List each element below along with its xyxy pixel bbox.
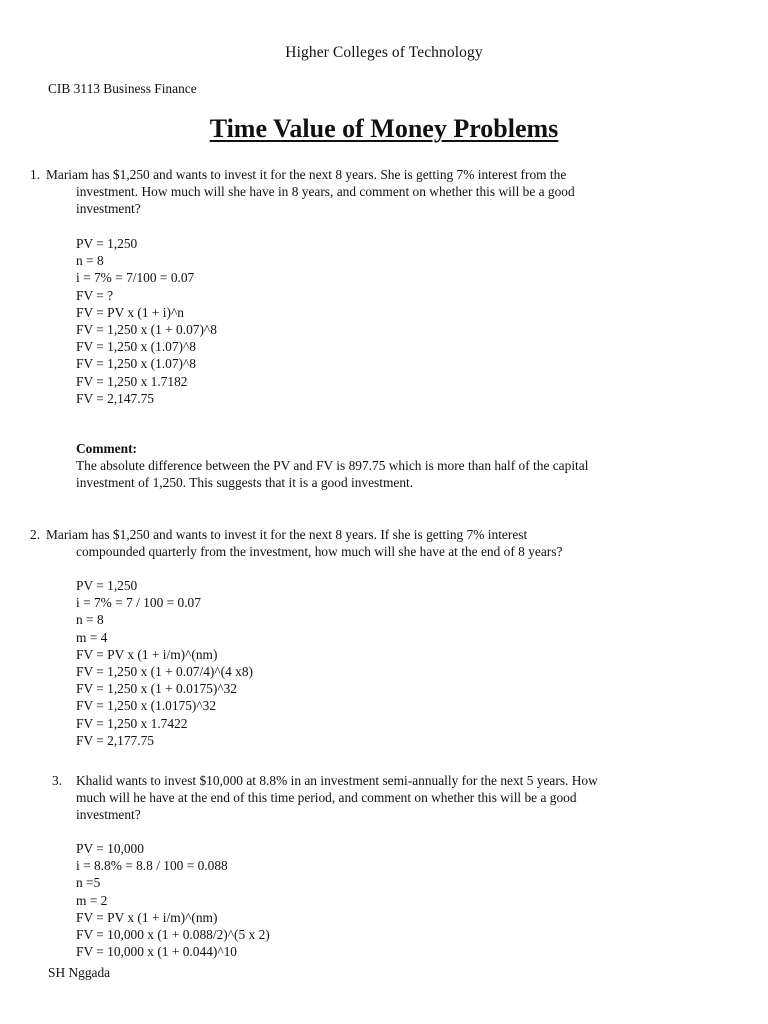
work-line: FV = 1,250 x (1 + 0.07)^8 [76, 322, 217, 338]
solution-work [76, 235, 217, 407]
question-line: Mariam has $1,250 and wants to invest it for the next 8 years. She is getting 7% interest from the [46, 167, 567, 182]
question-line: Mariam has $1,250 and wants to invest it for the next 8 years. If she is getting 7% interest [46, 527, 528, 542]
question-line: Khalid wants to invest $10,000 at 8.8% in an investment semi-annually for the next 5 years. How [76, 773, 598, 788]
work-line: m = 2 [76, 892, 108, 908]
course-code: CIB 3113 Business Finance [48, 81, 197, 96]
author-footer: SH Nggada [48, 965, 111, 980]
work-line: FV = 2,147.75 [76, 390, 154, 406]
work-line: FV = PV x (1 + i/m)^(nm) [76, 646, 218, 662]
solution-work [76, 577, 253, 749]
work-line: FV = 2,177.75 [76, 732, 154, 748]
work-line: n = 8 [76, 612, 104, 628]
comment-heading: Comment: [76, 441, 137, 456]
comment-line: investment of 1,250. This suggests that it is a good investment. [76, 475, 414, 491]
work-line: FV = 1,250 x (1.0175)^32 [76, 698, 217, 714]
work-line: n = 8 [76, 253, 104, 269]
work-line: FV = 10,000 x (1 + 0.088/2)^(5 x 2) [76, 927, 270, 943]
question-line: investment? [76, 201, 141, 217]
work-line: FV = 1,250 x (1 + 0.0175)^32 [76, 681, 238, 697]
problem-number: 1. [30, 167, 41, 182]
problem-question [46, 166, 686, 218]
work-line: FV = 10,000 x (1 + 0.044)^10 [76, 944, 238, 960]
comment-block [76, 440, 716, 492]
work-line: PV = 10,000 [76, 841, 144, 856]
work-line: FV = ? [76, 287, 114, 303]
solution-work [76, 840, 270, 960]
question-line: compounded quarterly from the investment, how much will she have at the end of 8 years? [76, 544, 563, 560]
work-line: n =5 [76, 875, 101, 891]
comment-line: The absolute difference between the PV and FV is 897.75 which is more than half of the capital [76, 458, 589, 474]
work-line: FV = 1,250 x 1.7182 [76, 373, 188, 389]
work-line: FV = 1,250 x (1.07)^8 [76, 356, 196, 372]
work-line: FV = 1,250 x (1.07)^8 [76, 339, 196, 355]
work-line: PV = 1,250 [76, 236, 138, 251]
problem-number: 2. [30, 527, 41, 542]
work-line: i = 7% = 7/100 = 0.07 [76, 270, 195, 286]
work-line: m = 4 [76, 629, 108, 645]
work-line: FV = PV x (1 + i/m)^(nm) [76, 909, 218, 925]
problem-number: 3. [52, 773, 63, 788]
work-line: FV = 1,250 x 1.7422 [76, 715, 188, 731]
question-line: much will he have at the end of this time period, and comment on whether this will be a good [76, 790, 577, 806]
work-line: PV = 1,250 [76, 578, 138, 593]
work-line: FV = PV x (1 + i)^n [76, 304, 184, 320]
work-line: i = 7% = 7 / 100 = 0.07 [76, 595, 201, 611]
work-line: FV = 1,250 x (1 + 0.07/4)^(4 x8) [76, 664, 253, 680]
document-title: Time Value of Money Problems [209, 114, 559, 143]
institution-name: Higher Colleges of Technology [285, 44, 483, 61]
question-line: investment? [76, 807, 141, 823]
question-line: investment. How much will she have in 8 years, and comment on whether this will be a good [76, 184, 575, 200]
problem-question [46, 526, 686, 560]
work-line: i = 8.8% = 8.8 / 100 = 0.088 [76, 858, 228, 874]
problem-question [76, 772, 716, 824]
